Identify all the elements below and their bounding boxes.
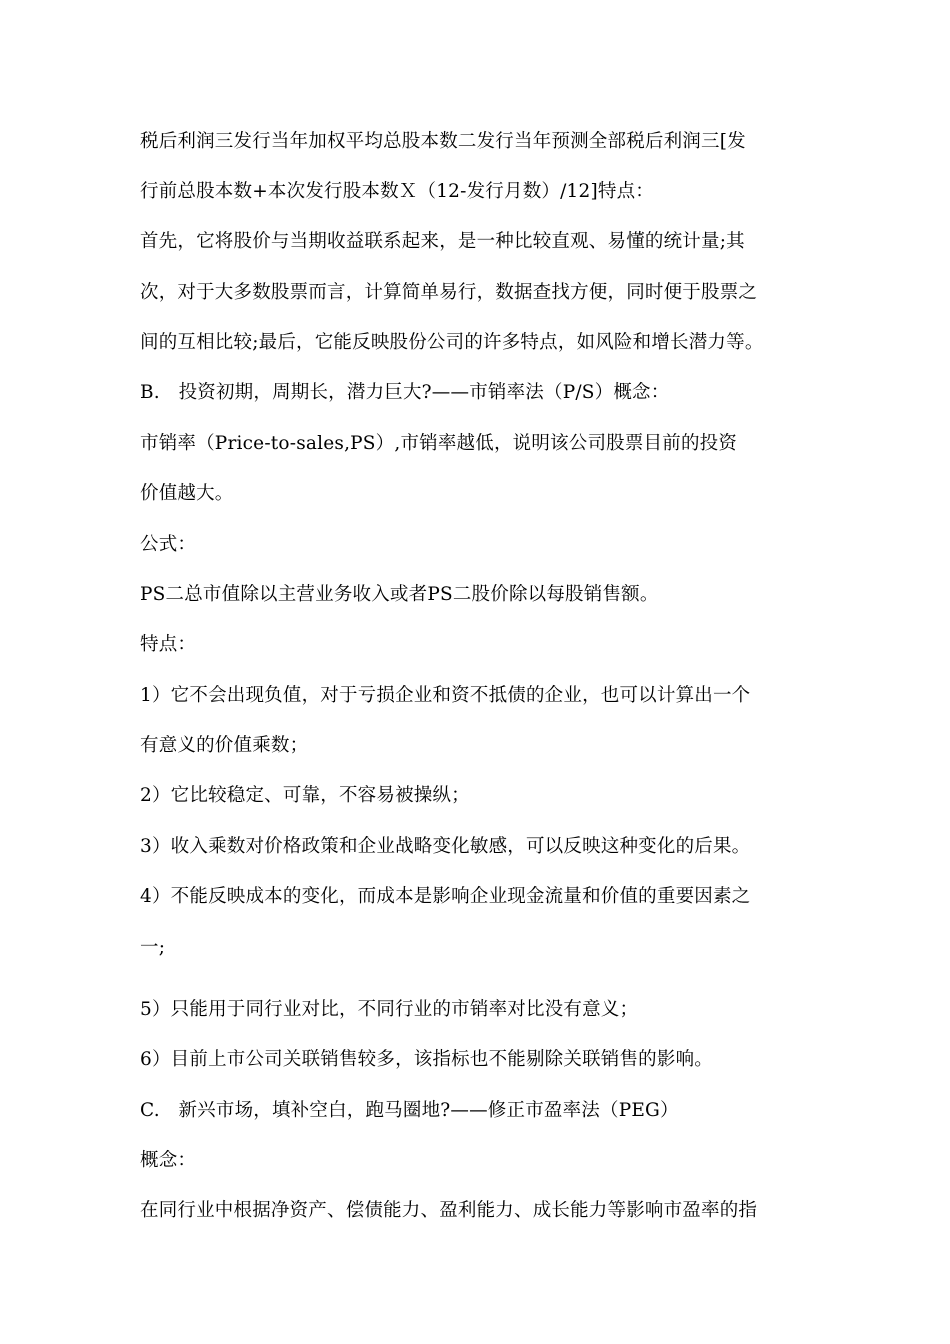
list-item: 1）它不会出现负值，对于亏损企业和资不抵债的企业，也可以计算出一个 bbox=[140, 685, 751, 706]
text-line: 一; bbox=[140, 937, 166, 958]
section-heading: C. 新兴市场，填补空白，跑马圈地?——修正市盈率法（PEG） bbox=[140, 1100, 679, 1121]
text-line: 在同行业中根据净资产、偿债能力、盈利能力、成长能力等影响市盈率的指 bbox=[140, 1200, 758, 1221]
text-line: 首先，它将股价与当期收益联系起来，是一种比较直观、易懂的统计量;其 bbox=[140, 231, 745, 252]
list-item: 2）它比较稳定、可靠，不容易被操纵； bbox=[140, 785, 470, 806]
list-item: 5）只能用于同行业对比，不同行业的市销率对比没有意义； bbox=[140, 999, 639, 1020]
text-line: 市销率（Price-to-sales,PS）,市销率越低，说明该公司股票目前的投资 bbox=[140, 433, 738, 454]
list-item: 6）目前上市公司关联销售较多，该指标也不能剔除关联销售的影响。 bbox=[140, 1049, 713, 1070]
text-line: PS二总市值除以主营业务收入或者PS二股价除以每股销售额。 bbox=[140, 584, 659, 605]
label-line: 概念： bbox=[140, 1150, 197, 1171]
section-heading: B. 投资初期，周期长，潜力巨大?——市销率法（P/S）概念： bbox=[140, 382, 670, 403]
text-line: 行前总股本数+本次发行股本数Ｘ（12-发行月数）/12]特点： bbox=[140, 181, 654, 202]
text-line: 价值越大。 bbox=[140, 483, 234, 504]
text-line: 税后利润三发行当年加权平均总股本数二发行当年预测全部税后利润三[发 bbox=[140, 131, 746, 152]
label-line: 特点： bbox=[140, 634, 197, 655]
text-line: 间的互相比较;最后，它能反映股份公司的许多特点，如风险和增长潜力等。 bbox=[140, 332, 764, 353]
text-line: 次，对于大多数股票而言，计算简单易行，数据查找方便，同时便于股票之 bbox=[140, 282, 758, 303]
list-item: 4）不能反映成本的变化，而成本是影响企业现金流量和价值的重要因素之 bbox=[140, 886, 751, 907]
label-line: 公式： bbox=[140, 534, 197, 555]
list-item: 3）收入乘数对价格政策和企业战略变化敏感，可以反映这种变化的后果。 bbox=[140, 836, 751, 857]
text-line: 有意义的价值乘数； bbox=[140, 735, 309, 756]
